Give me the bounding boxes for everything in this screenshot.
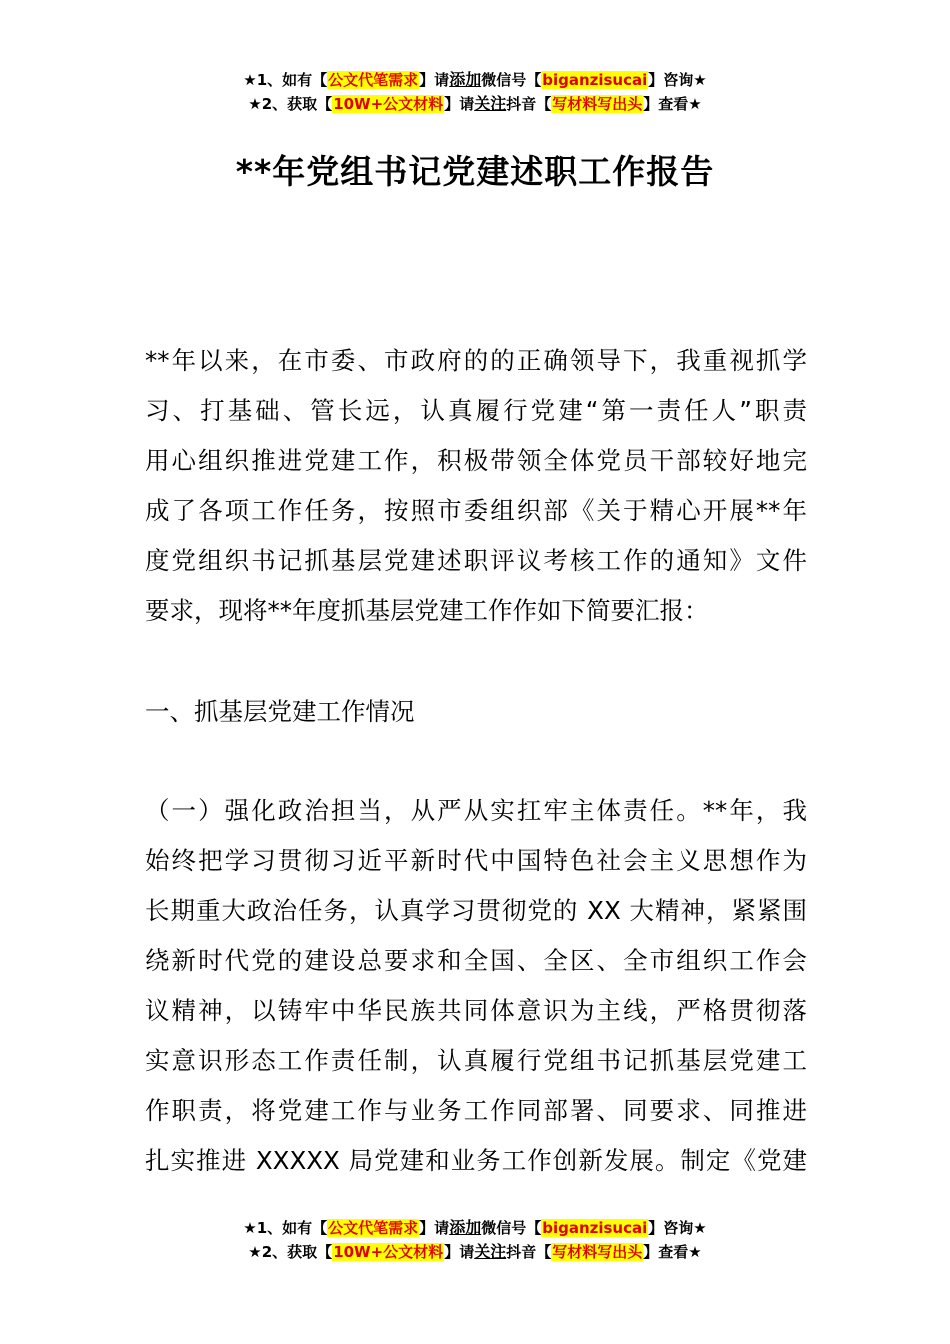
promo-highlight: 写材料写出头 (552, 95, 643, 113)
document-title: **年党组书记党建述职工作报告 (235, 152, 715, 191)
paragraph-line: **年以来，在市委、市政府的的正确领导下，我重视抓学 (145, 346, 807, 375)
promo-text: 】请 (444, 1243, 475, 1261)
promo-line-1 (0, 1216, 950, 1240)
promo-highlight: 10W+公文材料 (333, 1243, 444, 1261)
promo-emphasis: 关注 (474, 94, 507, 113)
promo-emphasis: 关注 (474, 1242, 507, 1261)
intro-paragraph (145, 336, 807, 636)
paragraph-line: 习、打基础、管长远，认真履行党建“第一责任人”职责 (145, 396, 807, 425)
paragraph-line: 要求，现将**年度抓基层党建工作作如下简要汇报： (145, 596, 709, 625)
promo-text: 】请 (419, 1219, 450, 1237)
paragraph-line: 扎实推进 XXXXX 局党建和业务工作创新发展。制定《党建 (145, 1146, 807, 1175)
promo-highlight: biganzisucai (542, 1219, 648, 1237)
section-1-paragraph (145, 786, 807, 1186)
paragraph-line: 始终把学习贯彻习近平新时代中国特色社会主义思想作为 (145, 846, 807, 875)
promo-text: ★1、如有【 (243, 71, 328, 89)
promo-text: 微信号【 (481, 71, 542, 89)
promo-text: 】查看★ (643, 1243, 702, 1261)
paragraph-line: 成了各项工作任务，按照市委组织部《关于精心开展**年 (145, 496, 807, 525)
promo-line-2 (0, 1240, 950, 1264)
top-promo-banner (0, 68, 950, 116)
promo-emphasis: 添加 (449, 1218, 482, 1237)
promo-highlight: 公文代笔需求 (328, 1219, 419, 1237)
promo-highlight: 公文代笔需求 (328, 71, 419, 89)
paragraph-line: 用心组织推进党建工作，积极带领全体党员干部较好地完 (145, 446, 807, 475)
heading-text: 一、抓基层党建工作情况 (145, 697, 415, 726)
section-heading-1 (145, 687, 807, 737)
promo-text: ★2、获取【 (248, 1243, 333, 1261)
promo-text: 抖音【 (506, 1243, 552, 1261)
promo-line-2 (0, 92, 950, 116)
promo-text: 】咨询★ (648, 71, 707, 89)
paragraph-line: （一）强化政治担当，从严从实扛牢主体责任。**年，我 (145, 796, 807, 825)
promo-highlight: 写材料写出头 (552, 1243, 643, 1261)
promo-text: 】请 (444, 95, 475, 113)
promo-line-1 (0, 68, 950, 92)
paragraph-line: 度党组织书记抓基层党建述职评议考核工作的通知》文件 (145, 546, 807, 575)
bottom-promo-banner (0, 1216, 950, 1264)
promo-emphasis: 添加 (449, 70, 482, 89)
paragraph-line: 长期重大政治任务，认真学习贯彻党的 XX 大精神，紧紧围 (145, 896, 807, 925)
promo-text: ★1、如有【 (243, 1219, 328, 1237)
promo-highlight: 10W+公文材料 (333, 95, 444, 113)
promo-text: 】咨询★ (648, 1219, 707, 1237)
promo-text: 抖音【 (506, 95, 552, 113)
promo-text: 】查看★ (643, 95, 702, 113)
paragraph-line: 绕新时代党的建设总要求和全国、全区、全市组织工作会 (145, 946, 807, 975)
promo-highlight: biganzisucai (542, 71, 648, 89)
paragraph-line: 实意识形态工作责任制，认真履行党组书记抓基层党建工 (145, 1046, 807, 1075)
paragraph-line: 作职责，将党建工作与业务工作同部署、同要求、同推进 (145, 1096, 807, 1125)
paragraph-line: 议精神，以铸牢中华民族共同体意识为主线，严格贯彻落 (145, 996, 807, 1025)
promo-text: 微信号【 (481, 1219, 542, 1237)
promo-text: ★2、获取【 (248, 95, 333, 113)
promo-text: 】请 (419, 71, 450, 89)
